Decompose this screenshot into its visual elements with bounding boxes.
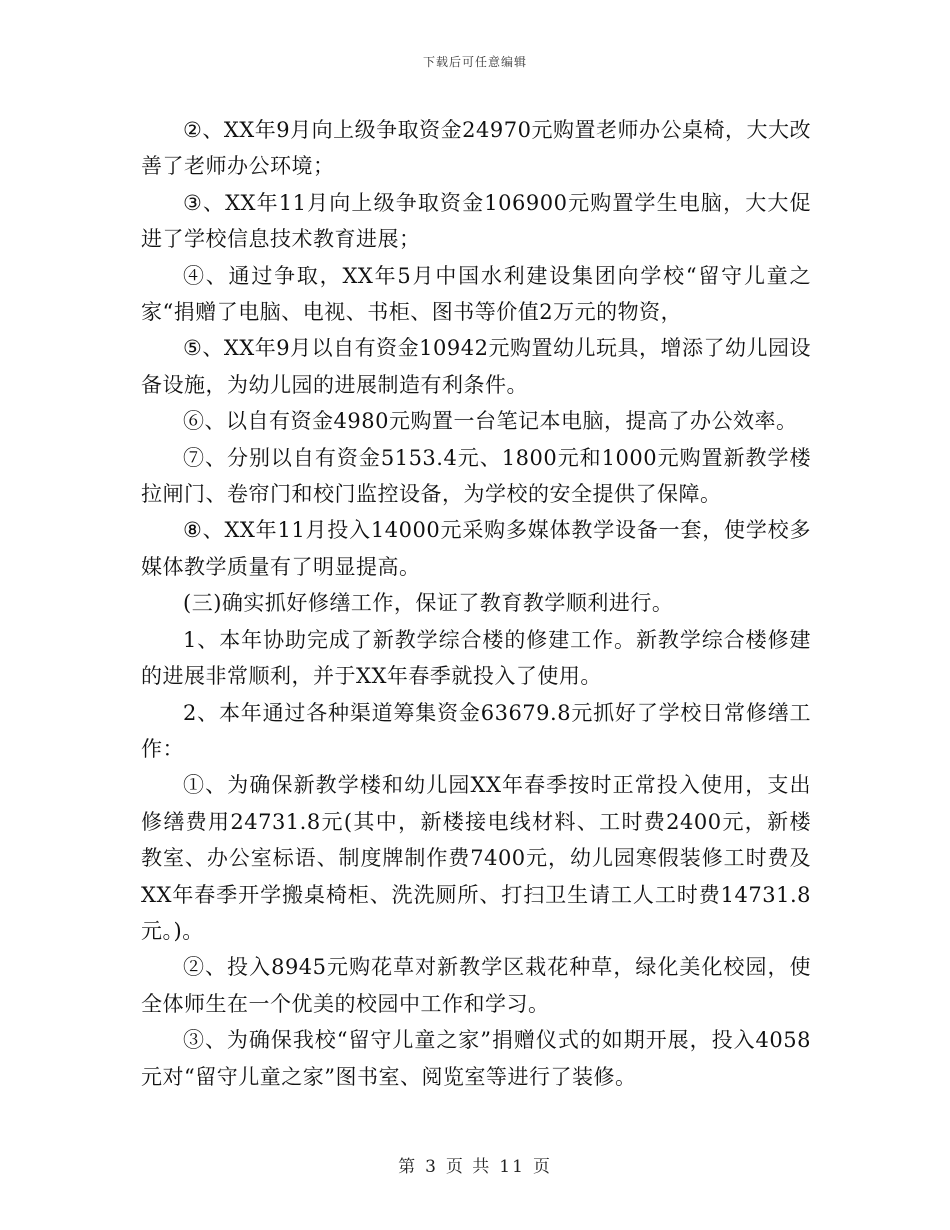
paragraph-point-1: 1、本年协助完成了新教学综合楼的修建工作。新教学综合楼修建的进展非常顺利，并于XX年春季就投入了使用。 bbox=[141, 627, 811, 689]
page-header-note: 下载后可任意编辑 bbox=[422, 55, 527, 69]
footer-prefix: 第 bbox=[398, 1157, 418, 1177]
paragraph-point-2: 2、本年通过各种渠道筹集资金63679.8元抓好了学校日常修缮工作： bbox=[141, 700, 811, 761]
document-body bbox=[141, 112, 811, 1095]
paragraph-subitem-1: ①、为确保新教学楼和幼儿园XX年春季按时正常投入使用，支出修缮费用24731.8元(其中，新楼接电线材料、工时费2400元，新楼教室、办公室标语、制度牌制作费7400元，幼儿园寒假装修工时费及XX年春季开学搬桌椅柜、洗洗厕所、打扫卫生请工人工时费14731.8元。)。 bbox=[141, 773, 811, 943]
footer-total-pages: 11 bbox=[499, 1157, 525, 1177]
paragraph-subitem-2: ②、投入8945元购花草对新教学区栽花种草，绿化美化校园，使全体师生在一个优美的校园中工作和学习。 bbox=[141, 955, 811, 1016]
paragraph-item-7: ⑦、分别以自有资金5153.4元、1800元和1000元购置新教学楼拉闸门、卷帘门和校门监控设备，为学校的安全提供了保障。 bbox=[141, 445, 811, 507]
footer-middle: 页 共 bbox=[445, 1157, 492, 1177]
paragraph-item-5: ⑤、XX年9月以自有资金10942元购置幼儿玩具，增添了幼儿园设备设施，为幼儿园的进展制造有利条件。 bbox=[141, 336, 811, 397]
paragraph-item-8: ⑧、XX年11月投入14000元采购多媒体教学设备一套，使学校多媒体教学质量有了明显提高。 bbox=[141, 518, 811, 579]
paragraph-item-2: ②、XX年9月向上级争取资金24970元购置老师办公桌椅，大大改善了老师办公环境； bbox=[141, 118, 811, 179]
footer-current-page: 3 bbox=[425, 1157, 438, 1177]
paragraph-item-4: ④、通过争取，XX年5月中国水利建设集团向学校“留守儿童之家“捐赠了电脑、电视、书柜、图书等价值2万元的物资， bbox=[141, 263, 811, 325]
paragraph-item-6: ⑥、以自有资金4980元购置一台笔记本电脑，提高了办公效率。 bbox=[183, 409, 798, 434]
section-heading-3: (三)确实抓好修缮工作，保证了教育教学顺利进行。 bbox=[183, 591, 674, 616]
paragraph-item-3: ③、XX年11月向上级争取资金106900元购置学生电脑，大大促进了学校信息技术教育进展； bbox=[141, 190, 811, 252]
page-number-footer bbox=[0, 1152, 950, 1177]
footer-suffix: 页 bbox=[532, 1157, 552, 1177]
paragraph-subitem-3: ③、为确保我校“留守儿童之家”捐赠仪式的如期开展，投入4058元对“留守儿童之家”图书室、阅览室等进行了装修。 bbox=[141, 1028, 811, 1089]
